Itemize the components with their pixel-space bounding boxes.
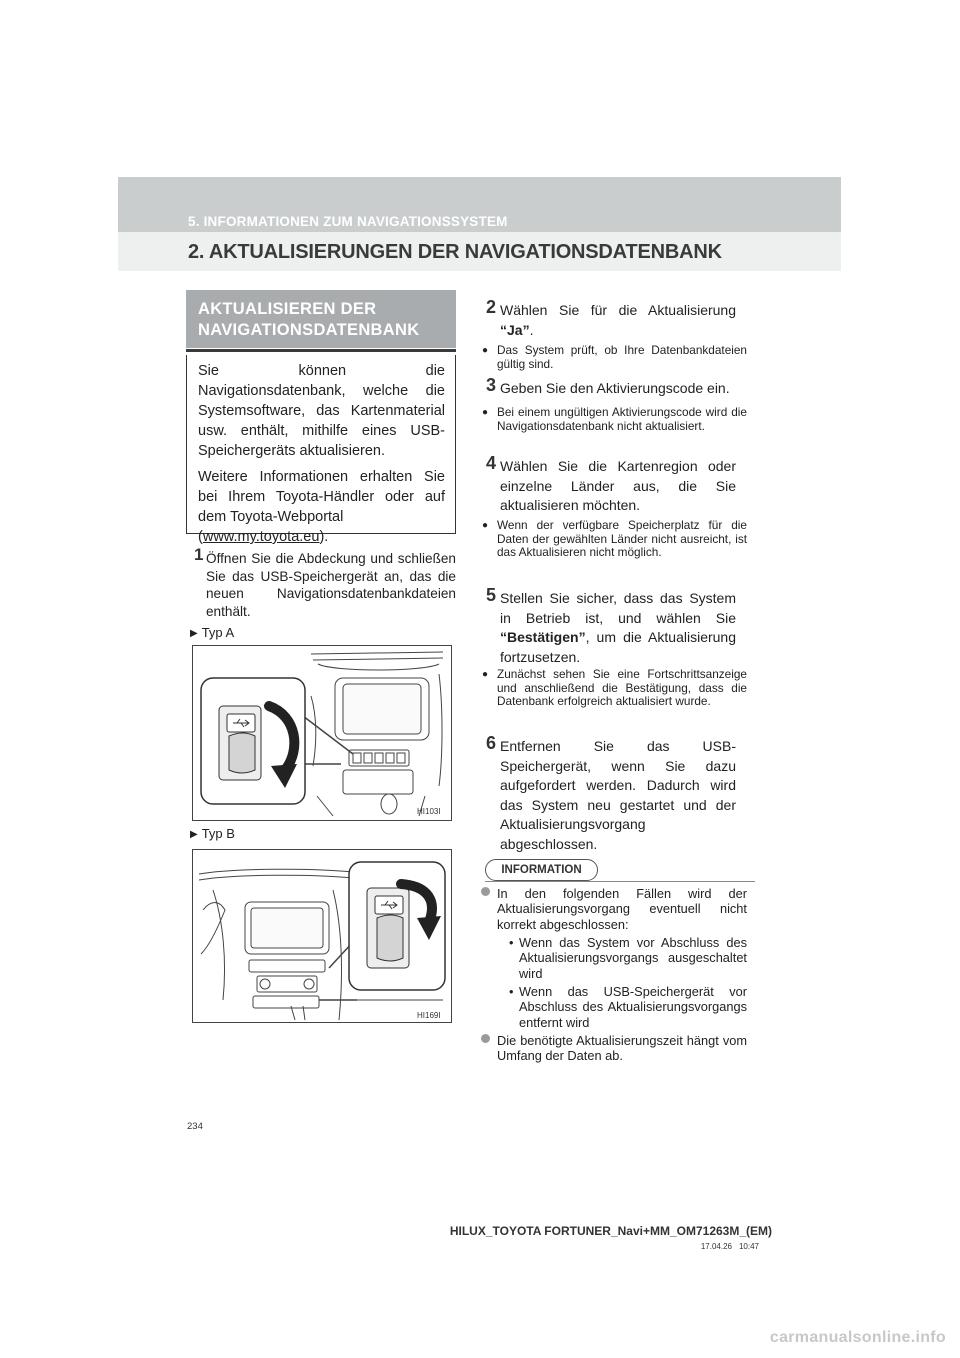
- triangle-right-icon: ▶: [190, 829, 198, 840]
- date: 17.04.26: [700, 1242, 732, 1251]
- triangle-right-icon: ▶: [190, 628, 198, 639]
- step-2-number: 2: [486, 297, 497, 317]
- type-a-label: ▶ Typ A: [190, 625, 235, 640]
- page-number: 234: [187, 1121, 203, 1132]
- step-5-number: 5: [486, 585, 497, 605]
- step-1-text: Öffnen Sie die Abdeckung und schließen Sie das USB-Speichergerät an, das die neuen Navigationsdatenbankdateien enthält.: [206, 551, 456, 619]
- circle-bullet-icon: [481, 887, 490, 896]
- circle-bullet-icon: [481, 1034, 490, 1043]
- section-title-line2: NAVIGATIONSDATENBANK: [198, 321, 420, 339]
- step-4-bullet: ● Wenn der verfügbare Speicherplatz für die Daten der gewählten Länder nicht ausreicht, ist das Aktualisieren nicht möglich.: [482, 518, 747, 560]
- url-open: (: [198, 529, 203, 545]
- information-item-2: Die benötigte Aktualisierungszeit hängt vom Umfang der Daten ab.: [497, 1033, 747, 1064]
- step-3-number: 3: [486, 375, 497, 395]
- type-b-label: ▶ Typ B: [190, 826, 235, 841]
- step-1: [194, 545, 456, 620]
- bullet-icon: ●: [482, 407, 489, 418]
- information-subitem-2: • Wenn das USB-Speichergerät vor Abschluss des Aktualisierungsvorgangs entfernt wird: [509, 984, 747, 1030]
- document-code: HILUX_TOYOTA FORTUNER_Navi+MM_OM71263M_(EM): [449, 1224, 772, 1238]
- step-3-bullet: ● Bei einem ungültigen Aktivierungscode wird die Navigationsdatenbank nicht aktualisiert.: [482, 405, 747, 433]
- time: 10:47: [738, 1242, 759, 1251]
- url-close: ).: [319, 529, 329, 545]
- bullet-icon: ●: [482, 520, 489, 531]
- section-title-line1: AKTUALISIEREN DER: [198, 300, 377, 318]
- figure-b-code: HI169I: [417, 1011, 441, 1020]
- bullet-icon: ●: [482, 345, 489, 356]
- step-6-number: 6: [486, 733, 497, 753]
- section-divider: [186, 349, 456, 352]
- step-3: 3 Geben Sie den Aktivierungscode ein.: [486, 375, 730, 396]
- dashboard-usb-illustration-b: [193, 850, 451, 1022]
- figure-type-a: [192, 645, 452, 821]
- section-title: [198, 299, 448, 341]
- website-link[interactable]: www.my.toyota.eu: [202, 529, 320, 545]
- intro-box: [186, 355, 456, 545]
- bestaetigen-option: “Bestätigen”: [500, 629, 586, 645]
- step-2: 2 Wählen Sie für die Aktualisierung “Ja”.: [486, 297, 736, 338]
- figure-type-b: [192, 849, 452, 1023]
- page-title: 2. AKTUALISIERUNGEN DER NAVIGATIONSDATENBANK: [188, 241, 722, 263]
- intro-paragraph-2-text: Weitere Informationen erhalten Sie bei Ihrem Toyota-Händler oder auf dem Toyota-Webportal: [198, 469, 445, 525]
- step-1-number: 1: [194, 545, 204, 564]
- intro-paragraph-1: Sie können die Navigationsdatenbank, welche die Systemsoftware, das Kartenmaterial usw. enthält, mithilfe eines USB-Speichergeräts aktualisieren.: [198, 363, 445, 459]
- intro-paragraph-2: [198, 467, 445, 547]
- step-4-number: 4: [486, 453, 497, 473]
- chapter-heading: 5. INFORMATIONEN ZUM NAVIGATIONSSYSTEM: [188, 214, 508, 229]
- information-divider: [485, 881, 755, 882]
- step-2-bullet: ● Das System prüft, ob Ihre Datenbankdateien gültig sind.: [482, 343, 747, 371]
- information-subitem-1: • Wenn das System vor Abschluss des Aktualisierungsvorgangs ausgeschaltet wird: [509, 935, 747, 981]
- ja-option: “Ja”: [500, 321, 530, 338]
- step-5-bullet: ● Zunächst sehen Sie eine Fortschrittsanzeige und anschließend die Bestätigung, dass die Datenbank erfolgreich aktualisiert wurde.: [482, 667, 747, 709]
- dashboard-usb-illustration-a: [193, 646, 451, 820]
- bullet-icon: ●: [482, 669, 489, 680]
- information-item-1: In den folgenden Fällen wird der Aktualisierungsvorgang eventuell nicht korrekt abgeschlossen:: [497, 886, 747, 932]
- step-4: 4 Wählen Sie die Kartenregion oder einzelne Länder aus, die Sie aktualisieren möchten.: [486, 453, 736, 513]
- step-5: 5 Stellen Sie sicher, dass das System in Betrieb ist, und wählen Sie “Bestätigen”, um die Aktualisierung fortzusetzen.: [486, 585, 736, 665]
- watermark: carmanualsonline.info: [769, 1329, 946, 1346]
- step-6: 6 Entfernen Sie das USB-Speichergerät, wenn Sie dazu aufgefordert werden. Dadurch wird das System neu gestartet und der Aktualisierungsvorgang abgeschlossen.: [486, 733, 736, 852]
- figure-a-code: HI103I: [417, 807, 441, 816]
- information-label: INFORMATION: [485, 859, 598, 881]
- timestamp: [701, 1242, 759, 1251]
